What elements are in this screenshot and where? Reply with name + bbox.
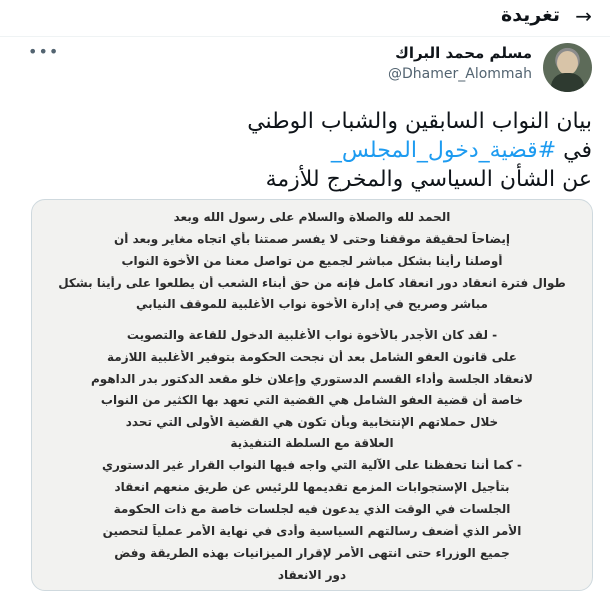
- document-line: إيضاحاً لحقيقة موقفنا وحتى لا يفسر صمتنا بأي اتجاه مغاير وبعد أن: [114, 232, 510, 246]
- document-line: بتأجيل الإستجوابات المزمع تقديمها للرئيس عن طريق منعهم انعقاد: [114, 480, 510, 494]
- author-handle[interactable]: @Dhamer_Alommah: [388, 66, 532, 82]
- document-line: الحمد لله والصلاة والسلام على رسول الله وبعد: [173, 210, 451, 224]
- top-bar: [0, 0, 610, 36]
- document-line: - لقد كان الأجدر بالأخوة نواب الأغلبية الدخول للقاعة والتصويت: [126, 328, 498, 342]
- avatar[interactable]: [543, 43, 592, 92]
- avatar-face: [557, 51, 578, 75]
- document-line: على قانون العفو الشامل بعد أن نجحت الحكومة بتوفير الأغلبية اللازمة: [107, 350, 517, 364]
- document-line: العلاقة مع السلطة التنفيذية: [230, 436, 394, 450]
- author-name[interactable]: مسلم محمد البراك: [395, 44, 532, 62]
- document-line: لانعقاد الجلسة وأداء القسم الدستوري وإعلان خلو مقعد الدكتور بدر الداهوم: [91, 372, 533, 386]
- tweet-line-2-prefix: في: [556, 138, 592, 163]
- document-line: - كما أننا تحفظنا على الآلية التي واجه فيها النواب القرار غير الدستوري: [101, 458, 523, 472]
- arrow-left-icon[interactable]: →: [575, 4, 592, 28]
- avatar-body: [551, 73, 584, 92]
- divider: [0, 36, 610, 37]
- document-line: أوصلنا رأينا بشكل مباشر لجميع من تواصل معنا من الأخوة النواب: [121, 254, 503, 268]
- document-line: دور الانعقاد: [277, 568, 347, 582]
- document-line: طوال فترة انعقاد دور انعقاد كامل فإنه من حق أبناء الشعب أن يطلعوا على رأينا بشكل: [58, 276, 566, 290]
- document-line: خاصة أن قضية العفو الشامل هي القضية التي تعهد بها الكثير من النواب: [100, 393, 524, 407]
- tweet-text: [32, 107, 592, 194]
- tweet-line-1: بيان النواب السابقين والشباب الوطني: [247, 109, 592, 134]
- document-line: الأمر الذي أضعف رسالتهم السياسية وأدى في نهاية الأمر عملياً لتحصين: [102, 524, 522, 538]
- document-line: مباشر وصريح في إدارة الأخوة نواب الأغلبية للموقف النيابي: [136, 297, 488, 311]
- document-line: الجلسات في الوقت الذي يدعون فيه لجلسات خاصة مع ذات الحكومة: [113, 502, 511, 516]
- statement-document: [32, 200, 592, 590]
- tweet-line-2: [32, 136, 592, 165]
- document-line: خلال حملاتهم الإنتخابية وبأن تكون هي القضية الأولى التي تحدد: [125, 415, 499, 429]
- document-line: جميع الوزراء حتى انتهى الأمر لإقرار الميزانيات بهذه الطريقة وفض: [114, 546, 510, 560]
- page-title: تغريدة: [500, 4, 560, 26]
- more-options-icon[interactable]: •••: [28, 42, 60, 61]
- tweet-line-3: عن الشأن السياسي والمخرج للأزمة: [265, 167, 592, 192]
- tweet-image[interactable]: [31, 199, 593, 591]
- hashtag-link[interactable]: #قضية_دخول_المجلس_: [330, 138, 557, 163]
